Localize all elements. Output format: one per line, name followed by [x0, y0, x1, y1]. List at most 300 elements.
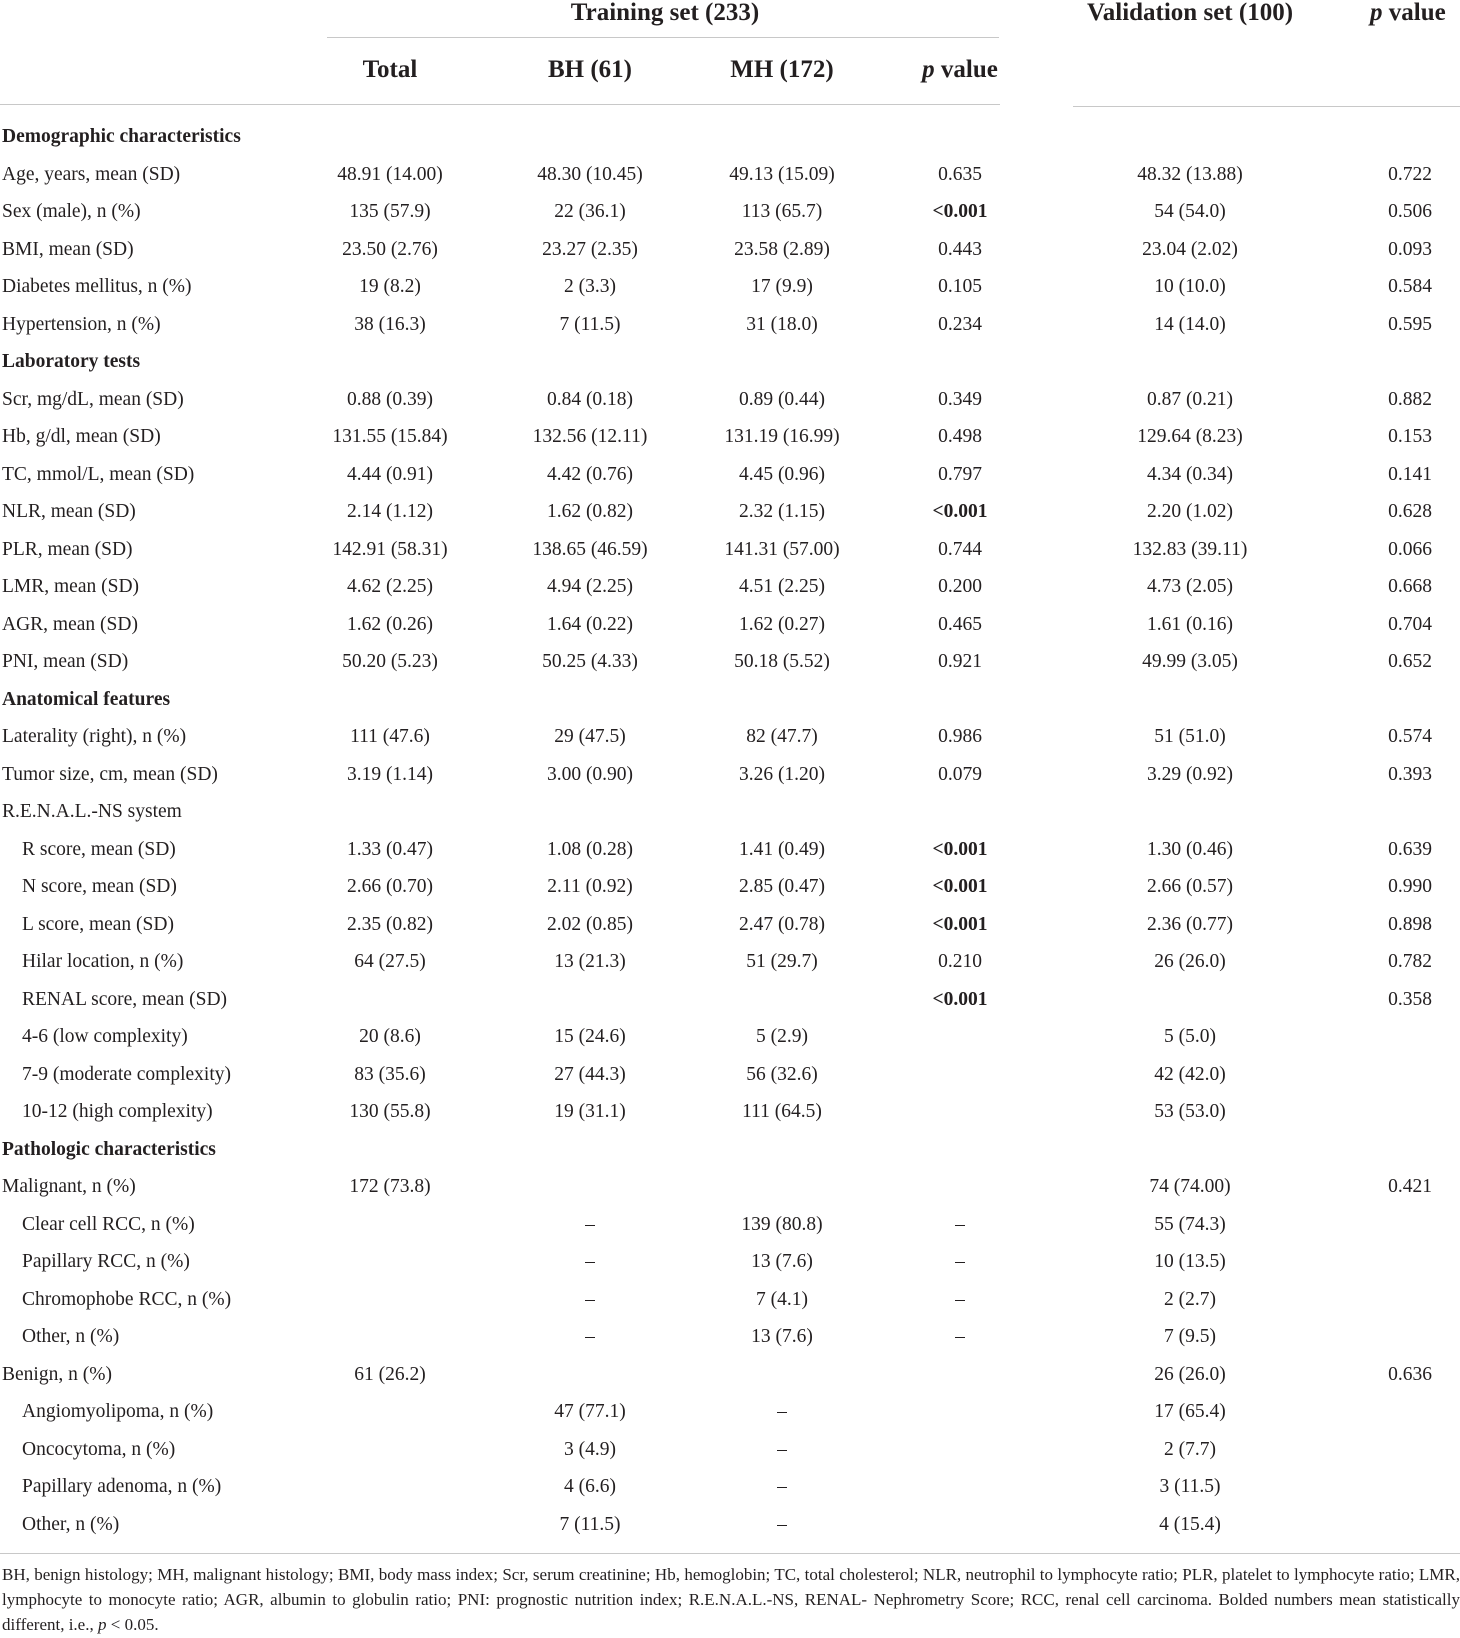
table-cell: [880, 1131, 1040, 1169]
header-bottom-rule-left: [0, 104, 1000, 105]
table-cell: [1360, 1206, 1460, 1244]
table-cell: 132.56 (12.11): [532, 426, 648, 447]
table-cell: 0.635: [938, 163, 982, 185]
table-cell: 2.36 (0.77): [1146, 913, 1234, 935]
table-cell: 4.44 (0.91): [346, 463, 434, 485]
row-label: Laterality (right), n (%): [2, 726, 187, 747]
table-cell: 0.234: [938, 313, 982, 335]
table-cell: 0.986: [938, 726, 982, 747]
table-cell: [300, 1506, 480, 1544]
table-cell: [692, 118, 872, 156]
table-cell: [500, 118, 680, 156]
table-cell: 0.704: [1388, 613, 1432, 635]
table-row: [0, 1056, 1460, 1094]
table-cell: 3.26 (1.20): [738, 763, 826, 785]
table-cell: [1360, 1468, 1460, 1506]
training-set-header: Training set (233): [570, 0, 760, 26]
table-row: [0, 793, 1460, 831]
table-cell: [880, 1506, 1040, 1544]
table-cell: [500, 981, 680, 1019]
table-row: [0, 756, 1460, 794]
table-cell: 0.744: [938, 538, 982, 560]
table-cell: 129.64 (8.23): [1137, 426, 1243, 447]
table-cell: [300, 1131, 480, 1169]
table-cell: –: [585, 1251, 595, 1272]
training-set-underline: [327, 37, 999, 38]
table-bottom-rule: [0, 1553, 1460, 1554]
table-cell: 141.31 (57.00): [724, 538, 840, 560]
table-cell: [500, 793, 680, 831]
table-cell: 111 (64.5): [742, 1101, 822, 1122]
table-cell: 0.210: [938, 951, 982, 972]
row-label: Scr, mg/dL, mean (SD): [2, 388, 184, 410]
table-cell: 0.722: [1388, 163, 1432, 185]
table-cell: <0.001: [932, 913, 988, 935]
table-cell: 0.652: [1388, 651, 1432, 672]
table-cell: [880, 681, 1040, 719]
row-label: PNI, mean (SD): [2, 651, 129, 672]
table-cell: 0.584: [1388, 276, 1432, 297]
table-row: [0, 1318, 1460, 1356]
table-cell: [1360, 1506, 1460, 1544]
row-label: Hilar location, n (%): [22, 951, 184, 972]
footnote-p: p: [97, 1615, 107, 1634]
table-cell: –: [585, 1326, 595, 1347]
table-cell: [1360, 118, 1460, 156]
row-label: Oncocytoma, n (%): [22, 1438, 176, 1460]
table-cell: <0.001: [932, 501, 988, 522]
row-label: PLR, mean (SD): [2, 538, 133, 560]
table-cell: [300, 1243, 480, 1281]
table-cell: 15 (24.6): [554, 1026, 626, 1047]
table-cell: 0.782: [1388, 951, 1432, 972]
row-label: L score, mean (SD): [22, 913, 174, 935]
row-label: Diabetes mellitus, n (%): [2, 276, 192, 297]
table-cell: 55 (74.3): [1154, 1213, 1226, 1235]
section-row: [0, 681, 1460, 719]
table-cell: 13 (21.3): [554, 951, 626, 972]
table-cell: 0.639: [1388, 838, 1432, 860]
table-row: [0, 1506, 1460, 1544]
table-cell: [880, 1468, 1040, 1506]
table-cell: [1090, 793, 1290, 831]
table-cell: 0.990: [1388, 876, 1432, 897]
table-cell: 49.99 (3.05): [1142, 651, 1238, 672]
table-cell: 0.506: [1388, 201, 1432, 222]
table-cell: 1.62 (0.26): [346, 613, 434, 635]
table-row: [0, 868, 1460, 906]
table-cell: 54 (54.0): [1154, 201, 1226, 222]
footnote-text: BH, benign histology; MH, malignant histology; BMI, body mass index; Scr, serum creatinine; Hb, hemoglobin; TC, total cholesterol; NLR, neutrophil to lymphocyte ratio; PLR, platelet to lymphocyte ratio; LMR, lymphocyte to monocyte ratio; AGR, albumin to globulin ratio; PNI: prognostic nutrition index; R.E.N.A.L.-NS, RENAL- Nephrometry Score; RCC, renal cell carcinoma. Bolded numbers mean statistically different, i.e.,: [2, 1565, 1460, 1634]
table-cell: 48.91 (14.00): [337, 163, 443, 185]
table-cell: [880, 1018, 1040, 1056]
row-label: Hb, g/dl, mean (SD): [2, 426, 161, 447]
table-cell: 2.85 (0.47): [738, 876, 826, 897]
table-cell: 0.636: [1388, 1363, 1432, 1385]
table-cell: [300, 118, 480, 156]
table-cell: 27 (44.3): [554, 1063, 626, 1085]
value-text: value: [934, 56, 998, 83]
row-label: LMR, mean (SD): [2, 576, 140, 597]
table-row: [0, 1431, 1460, 1469]
table-cell: 64 (27.5): [354, 951, 426, 972]
table-cell: 4.42 (0.76): [546, 463, 634, 485]
table-cell: 172 (73.8): [349, 1176, 431, 1197]
table-cell: [500, 1168, 680, 1206]
table-cell: 0.200: [938, 576, 982, 597]
table-cell: 50.25 (4.33): [542, 651, 638, 672]
table-cell: 0.393: [1388, 763, 1432, 785]
table-cell: 17 (65.4): [1154, 1401, 1226, 1422]
table-cell: 19 (31.1): [554, 1101, 626, 1122]
table-cell: 4.51 (2.25): [738, 576, 826, 597]
row-label: Papillary adenoma, n (%): [22, 1476, 222, 1497]
table-cell: 49.13 (15.09): [729, 163, 835, 185]
table-row: [0, 1468, 1460, 1506]
table-cell: 2 (2.7): [1164, 1288, 1216, 1310]
table-cell: –: [955, 1288, 965, 1310]
table-cell: 0.574: [1388, 726, 1432, 747]
table-row: [0, 1281, 1460, 1319]
table-cell: [300, 1393, 480, 1431]
table-cell: [300, 1468, 480, 1506]
table-cell: 50.18 (5.52): [734, 651, 830, 672]
table-cell: 3 (4.9): [564, 1438, 616, 1460]
table-cell: –: [955, 1251, 965, 1272]
table-cell: [880, 343, 1040, 381]
table-cell: [1360, 793, 1460, 831]
table-cell: –: [777, 1401, 787, 1422]
table-cell: [880, 1393, 1040, 1431]
table-row: [0, 268, 1460, 306]
row-label: 4-6 (low complexity): [22, 1026, 188, 1047]
table-row: [0, 193, 1460, 231]
section-row: [0, 118, 1460, 156]
p-value-header-training: [880, 57, 1040, 82]
table-cell: 2.20 (1.02): [1146, 501, 1234, 522]
table-row: [0, 906, 1460, 944]
table-cell: 7 (11.5): [559, 1513, 621, 1535]
table-cell: <0.001: [932, 988, 988, 1010]
row-label: Other, n (%): [22, 1326, 120, 1347]
table-row: [0, 456, 1460, 494]
table-cell: [300, 1431, 480, 1469]
table-cell: 31 (18.0): [746, 313, 818, 335]
table-cell: [300, 681, 480, 719]
table-cell: 10 (10.0): [1154, 276, 1226, 297]
table-row: [0, 718, 1460, 756]
table-cell: 4 (15.4): [1159, 1513, 1221, 1535]
table-cell: 23.50 (2.76): [342, 238, 438, 260]
table-cell: 0.079: [938, 763, 982, 785]
table-cell: 51 (29.7): [746, 951, 818, 972]
table-row: [0, 156, 1460, 194]
row-label: Age, years, mean (SD): [2, 163, 181, 185]
table-cell: 5 (5.0): [1164, 1026, 1216, 1047]
table-cell: [1360, 343, 1460, 381]
table-cell: [300, 1206, 480, 1244]
table-cell: 13 (7.6): [751, 1251, 813, 1272]
table-cell: [880, 1356, 1040, 1394]
table-cell: [1090, 1131, 1290, 1169]
value-text: value: [1382, 0, 1446, 26]
table-cell: 50.20 (5.23): [342, 651, 438, 672]
bh-header: BH (61): [547, 56, 633, 83]
table-cell: [500, 1356, 680, 1394]
table-row: [0, 1356, 1460, 1394]
table-cell: [300, 1281, 480, 1319]
row-label: Chromophobe RCC, n (%): [22, 1288, 232, 1310]
table-row: [0, 231, 1460, 269]
table-cell: 142.91 (58.31): [332, 538, 448, 560]
table-cell: 1.30 (0.46): [1146, 838, 1234, 860]
table-row: [0, 381, 1460, 419]
table-cell: 2.32 (1.15): [738, 501, 826, 522]
p-italic: p: [1370, 0, 1383, 26]
table-cell: 22 (36.1): [554, 201, 626, 222]
table-cell: 0.421: [1388, 1176, 1432, 1197]
table-cell: 0.349: [938, 388, 982, 410]
table-row: [0, 1206, 1460, 1244]
table-cell: <0.001: [932, 876, 988, 897]
row-label: 7-9 (moderate complexity): [22, 1063, 232, 1085]
table-cell: –: [777, 1438, 787, 1460]
table-cell: [692, 1131, 872, 1169]
table-cell: 2.14 (1.12): [346, 501, 434, 522]
table-cell: 4.45 (0.96): [738, 463, 826, 485]
table-cell: 0.595: [1388, 313, 1432, 335]
table-cell: [1360, 1131, 1460, 1169]
table-cell: 111 (47.6): [350, 726, 430, 747]
table-row: [0, 531, 1460, 569]
table-cell: 51 (51.0): [1154, 726, 1226, 747]
table-cell: 0.84 (0.18): [546, 388, 634, 410]
table-cell: 0.668: [1388, 576, 1432, 597]
table-cell: <0.001: [932, 201, 988, 222]
table-row: [0, 568, 1460, 606]
table-cell: 1.62 (0.82): [546, 501, 634, 522]
table-cell: 7 (4.1): [756, 1288, 808, 1310]
table-cell: 1.62 (0.27): [738, 613, 826, 635]
table-cell: 139 (80.8): [741, 1213, 823, 1235]
table-cell: [500, 343, 680, 381]
table-cell: 131.19 (16.99): [724, 426, 840, 447]
table-cell: 3.29 (0.92): [1146, 763, 1234, 785]
table-row: [0, 493, 1460, 531]
table-cell: 17 (9.9): [751, 276, 813, 297]
table-cell: 0.898: [1388, 913, 1432, 935]
table-cell: 2.02 (0.85): [546, 913, 634, 935]
table-cell: 29 (47.5): [554, 726, 626, 747]
table-row: [0, 606, 1460, 644]
row-label: Malignant, n (%): [2, 1176, 136, 1197]
header-bottom-rule-right: [1073, 106, 1460, 107]
table-cell: 1.33 (0.47): [346, 838, 434, 860]
table-cell: 0.443: [938, 238, 982, 260]
table-cell: 0.153: [1388, 426, 1432, 447]
table-cell: 2 (3.3): [564, 276, 616, 297]
table-cell: 0.465: [938, 613, 982, 635]
table-cell: [300, 1318, 480, 1356]
table-row: [0, 1018, 1460, 1056]
p-italic: p: [922, 56, 935, 83]
table-cell: –: [955, 1326, 965, 1347]
section-label: Demographic characteristics: [2, 126, 241, 147]
table-cell: 1.61 (0.16): [1146, 613, 1234, 635]
table-cell: 48.30 (10.45): [537, 163, 643, 185]
table-cell: 10 (13.5): [1154, 1251, 1226, 1272]
row-label: R score, mean (SD): [22, 838, 176, 860]
table-cell: 74 (74.00): [1149, 1176, 1231, 1197]
table-cell: [1360, 1318, 1460, 1356]
validation-set-header: Validation set (100): [1086, 0, 1294, 26]
table-cell: 135 (57.9): [349, 201, 431, 222]
table-cell: 2.47 (0.78): [738, 913, 826, 935]
section-row: [0, 1131, 1460, 1169]
table-cell: 2.66 (0.57): [1146, 876, 1234, 897]
table-cell: [1360, 1431, 1460, 1469]
table-cell: [880, 1168, 1040, 1206]
table-row: [0, 1393, 1460, 1431]
row-label: Papillary RCC, n (%): [22, 1251, 190, 1272]
table-cell: 7 (11.5): [559, 313, 621, 335]
table-cell: [692, 981, 872, 1019]
table-cell: [692, 1168, 872, 1206]
table-cell: –: [585, 1213, 595, 1235]
table-cell: 138.65 (46.59): [532, 538, 648, 560]
table-cell: 0.882: [1388, 388, 1432, 410]
table-cell: 4.62 (2.25): [346, 576, 434, 597]
table-cell: 2.66 (0.70): [346, 876, 434, 897]
table-cell: 7 (9.5): [1164, 1326, 1216, 1347]
table-cell: 2 (7.7): [1164, 1438, 1216, 1460]
row-label: TC, mmol/L, mean (SD): [2, 463, 195, 485]
table-cell: 26 (26.0): [1154, 951, 1226, 972]
table-cell: 42 (42.0): [1154, 1063, 1226, 1085]
table-cell: 3 (11.5): [1159, 1476, 1221, 1497]
table-cell: 1.08 (0.28): [546, 838, 634, 860]
table-cell: [1090, 118, 1290, 156]
table-row: [0, 981, 1460, 1019]
table-cell: –: [777, 1476, 787, 1497]
table-row: [0, 1168, 1460, 1206]
footnote: [2, 1562, 1460, 1637]
section-label: Anatomical features: [2, 688, 171, 710]
table-cell: [880, 1093, 1040, 1131]
table-cell: 3.00 (0.90): [546, 763, 634, 785]
table-cell: 0.87 (0.21): [1146, 388, 1234, 410]
table-cell: 83 (35.6): [354, 1063, 426, 1085]
table-row: [0, 943, 1460, 981]
total-header: Total: [362, 56, 418, 83]
table-cell: 19 (8.2): [359, 276, 421, 297]
table-row: [0, 418, 1460, 456]
table-cell: <0.001: [932, 838, 988, 860]
row-label: NLR, mean (SD): [2, 501, 136, 522]
table-cell: 23.27 (2.35): [542, 238, 638, 260]
table-row: [0, 1243, 1460, 1281]
table-cell: 2.35 (0.82): [346, 913, 434, 935]
table-cell: [692, 1356, 872, 1394]
table-cell: 3.19 (1.14): [346, 763, 434, 785]
table-cell: [880, 118, 1040, 156]
table-cell: 4.94 (2.25): [546, 576, 634, 597]
table-cell: [880, 1431, 1040, 1469]
table-cell: 26 (26.0): [1154, 1363, 1226, 1385]
table-cell: 0.797: [938, 463, 982, 485]
footnote-tail: < 0.05.: [106, 1615, 159, 1634]
table-cell: [692, 793, 872, 831]
table-cell: 0.88 (0.39): [346, 388, 434, 410]
table-cell: [300, 343, 480, 381]
table-cell: 1.41 (0.49): [738, 838, 826, 860]
table-cell: –: [585, 1288, 595, 1310]
table-cell: 113 (65.7): [741, 201, 823, 222]
table-cell: 0.89 (0.44): [738, 388, 826, 410]
section-label: Laboratory tests: [2, 351, 141, 372]
table-cell: [300, 793, 480, 831]
table-cell: [500, 681, 680, 719]
row-label: Sex (male), n (%): [2, 201, 141, 222]
table-cell: 1.64 (0.22): [546, 613, 634, 635]
table-cell: [692, 343, 872, 381]
table-row: [0, 1093, 1460, 1131]
table-cell: 56 (32.6): [746, 1063, 818, 1085]
row-label: Benign, n (%): [2, 1363, 112, 1385]
table-cell: [1090, 981, 1290, 1019]
row-label: RENAL score, mean (SD): [22, 988, 228, 1010]
table-cell: 130 (55.8): [349, 1101, 431, 1122]
row-label: AGR, mean (SD): [2, 613, 138, 635]
row-label: N score, mean (SD): [22, 876, 177, 897]
table-cell: 38 (16.3): [354, 313, 426, 335]
table-cell: 0.358: [1388, 988, 1432, 1010]
table-cell: 0.921: [938, 651, 982, 672]
row-label: Tumor size, cm, mean (SD): [2, 763, 218, 785]
section-label: Pathologic characteristics: [2, 1138, 216, 1160]
table-cell: [1360, 1093, 1460, 1131]
row-label: Hypertension, n (%): [2, 313, 161, 335]
table-cell: 0.141: [1388, 463, 1432, 485]
section-row: [0, 343, 1460, 381]
p-value-header-right: [1370, 0, 1460, 25]
table-cell: [300, 981, 480, 1019]
table-cell: [1360, 1018, 1460, 1056]
row-label: Angiomyolipoma, n (%): [22, 1401, 214, 1422]
table-cell: 0.628: [1388, 501, 1432, 522]
table-cell: 0.066: [1388, 538, 1432, 560]
table-cell: 23.04 (2.02): [1142, 238, 1238, 260]
row-label: R.E.N.A.L.-NS system: [2, 801, 182, 822]
table-cell: –: [777, 1513, 787, 1535]
table-cell: [1360, 681, 1460, 719]
mh-header: MH (172): [730, 56, 834, 83]
table-cell: [1360, 1281, 1460, 1319]
table-cell: 132.83 (39.11): [1132, 538, 1248, 560]
table-cell: 48.32 (13.88): [1137, 163, 1243, 185]
table-cell: 4 (6.6): [564, 1476, 616, 1497]
row-label: Other, n (%): [22, 1513, 120, 1535]
table-cell: [1090, 681, 1290, 719]
table-cell: 13 (7.6): [751, 1326, 813, 1347]
table-cell: 0.498: [938, 426, 982, 447]
table-cell: 14 (14.0): [1154, 313, 1226, 335]
row-label: BMI, mean (SD): [2, 238, 134, 260]
table-cell: 2.11 (0.92): [547, 876, 633, 897]
table-cell: 4.34 (0.34): [1146, 463, 1234, 485]
table-cell: [1360, 1056, 1460, 1094]
table-cell: [1360, 1393, 1460, 1431]
